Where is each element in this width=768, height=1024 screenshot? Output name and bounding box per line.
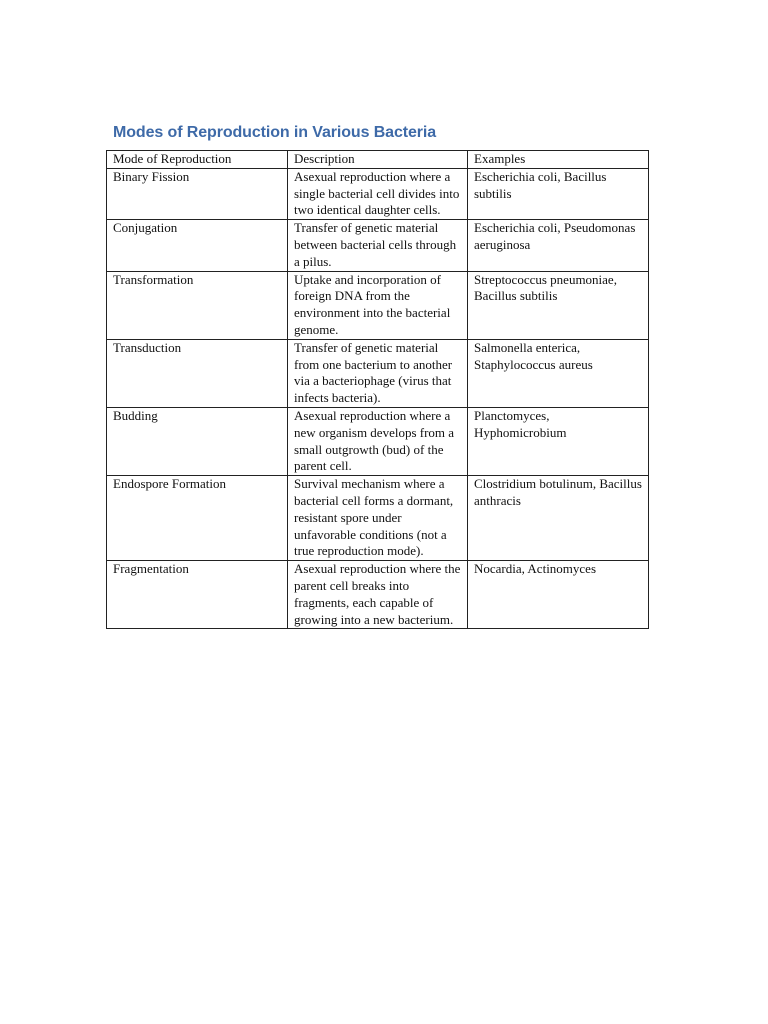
table-row bbox=[107, 561, 649, 629]
column-header-description: Description bbox=[288, 151, 468, 169]
table-row bbox=[107, 168, 649, 219]
cell-description: Asexual reproduction where a new organism develops from a small outgrowth (bud) of the parent cell. bbox=[288, 407, 468, 475]
cell-examples: Escherichia coli, Pseudomonas aeruginosa bbox=[468, 220, 649, 271]
cell-mode: Binary Fission bbox=[107, 168, 288, 219]
cell-examples: Planctomyces, Hyphomicrobium bbox=[468, 407, 649, 475]
cell-examples: Salmonella enterica, Staphylococcus aureus bbox=[468, 339, 649, 407]
table-row bbox=[107, 339, 649, 407]
cell-description: Transfer of genetic material from one bacterium to another via a bacteriophage (virus that infects bacteria). bbox=[288, 339, 468, 407]
cell-description: Uptake and incorporation of foreign DNA from the environment into the bacterial genome. bbox=[288, 271, 468, 339]
table-header-row bbox=[107, 151, 649, 169]
cell-description: Asexual reproduction where a single bacterial cell divides into two identical daughter cells. bbox=[288, 168, 468, 219]
table-row bbox=[107, 271, 649, 339]
cell-mode: Budding bbox=[107, 407, 288, 475]
column-header-examples: Examples bbox=[468, 151, 649, 169]
reproduction-table bbox=[106, 150, 649, 629]
cell-description: Transfer of genetic material between bacterial cells through a pilus. bbox=[288, 220, 468, 271]
cell-examples: Clostridium botulinum, Bacillus anthracis bbox=[468, 476, 649, 561]
table-row bbox=[107, 407, 649, 475]
cell-examples: Streptococcus pneumoniae, Bacillus subtilis bbox=[468, 271, 649, 339]
table-row bbox=[107, 220, 649, 271]
cell-description: Survival mechanism where a bacterial cell forms a dormant, resistant spore under unfavorable conditions (not a true reproduction mode). bbox=[288, 476, 468, 561]
column-header-mode: Mode of Reproduction bbox=[107, 151, 288, 169]
cell-description: Asexual reproduction where the parent cell breaks into fragments, each capable of growing into a new bacterium. bbox=[288, 561, 468, 629]
cell-mode: Transduction bbox=[107, 339, 288, 407]
cell-examples: Escherichia coli, Bacillus subtilis bbox=[468, 168, 649, 219]
cell-examples: Nocardia, Actinomyces bbox=[468, 561, 649, 629]
cell-mode: Transformation bbox=[107, 271, 288, 339]
table-row bbox=[107, 476, 649, 561]
document-title: Modes of Reproduction in Various Bacteria bbox=[113, 124, 437, 141]
cell-mode: Endospore Formation bbox=[107, 476, 288, 561]
cell-mode: Fragmentation bbox=[107, 561, 288, 629]
cell-mode: Conjugation bbox=[107, 220, 288, 271]
